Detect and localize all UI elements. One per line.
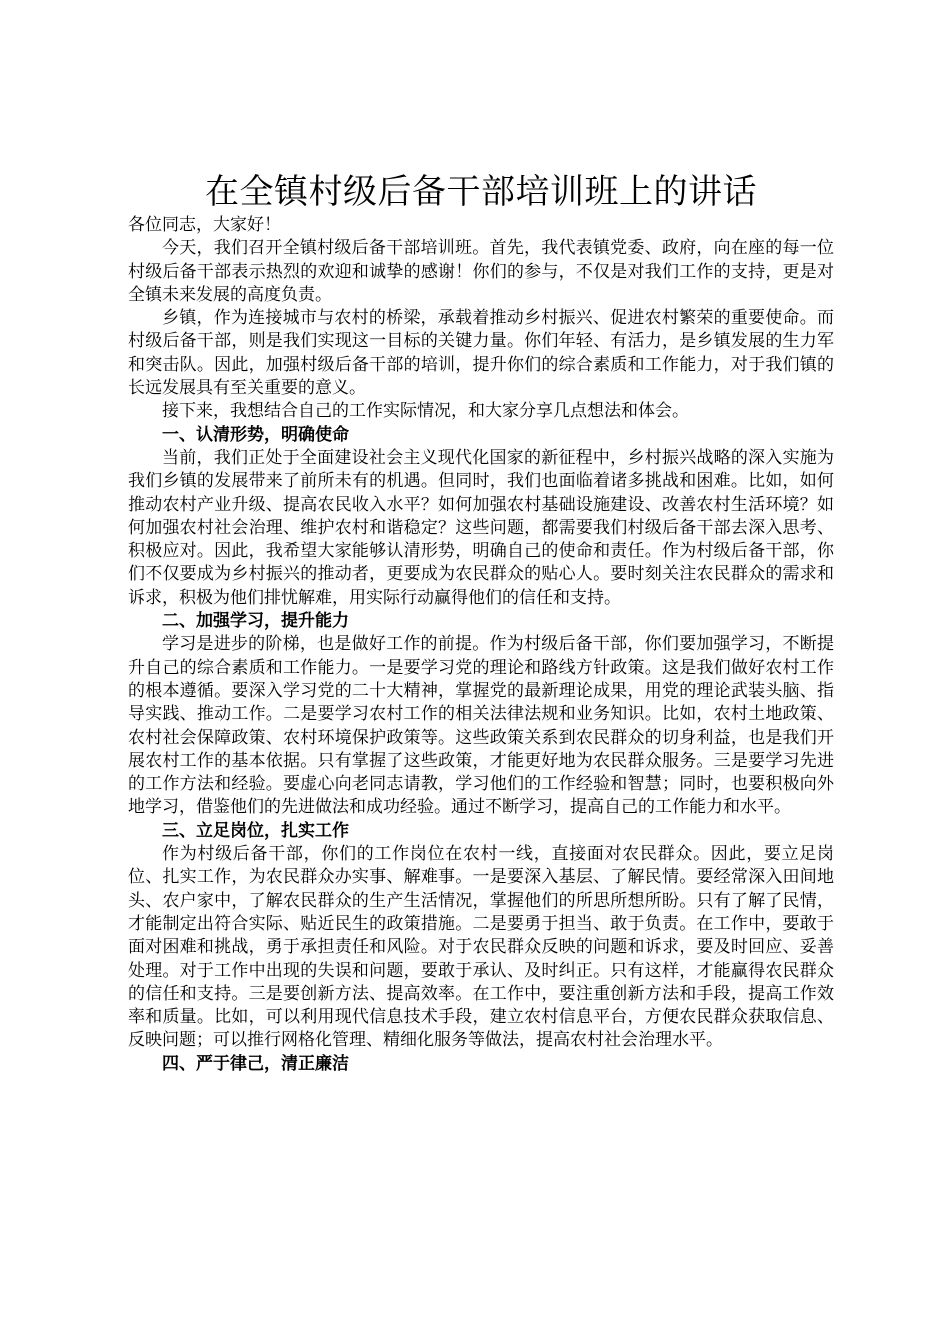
intro-paragraph-3: 接下来，我想结合自己的工作实际情况，和大家分享几点想法和体会。 [162,401,689,422]
salutation: 各位同志，大家好！ [128,215,281,235]
section-heading-2: 二、加强学习，提升能力 [162,611,349,632]
section-body-1: 当前，我们正处于全面建设社会主义现代化国家的新征程中，乡村振兴战略的深入实施为我们乡镇的发展带来了前所未有的机遇。但同时，我们也面临着诸多挑战和困难。比如，如何推动农村产业升级、提高农民收入水平？如何加强农村基础设施建设、改善农村生活环境？如何加强农村社会治理、维护农村和谐稳定？这些问题，都需要我们村级后备干部去深入思考、积极应对。因此，我希望大家能够认清形势，明确自己的使命和责任。作为村级后备干部，你们不仅要成为乡村振兴的推动者，更要成为农民群众的贴心人。要时刻关注农民群众的需求和诉求，积极为他们排忧解难，用实际行动赢得他们的信任和支持。 [128,447,834,608]
section-body-2: 学习是进步的阶梯，也是做好工作的前提。作为村级后备干部，你们要加强学习，不断提升自己的综合素质和工作能力。一是要学习党的理论和路线方针政策。这是我们做好农村工作的根本遵循。要深入学习党的二十大精神，掌握党的最新理论成果，用党的理论武装头脑、指导实践、推动工作。二是要学习农村工作的相关法律法规和业务知识。比如，农村土地政策、农村社会保障政策、农村环境保护政策等。这些政策关系到农民群众的切身利益，也是我们开展农村工作的基本依据。只有掌握了这些政策，才能更好地为农民群众服务。三是要学习先进的工作方法和经验。要虚心向老同志请教，学习他们的工作经验和智慧；同时，也要积极向外地学习，借鉴他们的先进做法和成功经验。通过不断学习，提高自己的工作能力和水平。 [128,634,834,818]
section-heading-1: 一、认清形势，明确使命 [162,424,349,445]
intro-paragraph-1: 今天，我们召开全镇村级后备干部培训班。首先，我代表镇党委、政府，向在座的每一位村级后备干部表示热烈的欢迎和诚挚的感谢！你们的参与，不仅是对我们工作的支持，更是对全镇未来发展的高度负责。 [128,238,834,305]
document-page [128,170,834,1076]
document-title: 在全镇村级后备干部培训班上的讲话 [205,172,757,212]
intro-paragraph-2: 乡镇，作为连接城市与农村的桥梁，承载着推动乡村振兴、促进农村繁荣的重要使命。而村级后备干部，则是我们实现这一目标的关键力量。你们年轻、有活力，是乡镇发展的生力军和突击队。因此，加强村级后备干部的培训，提升你们的综合素质和工作能力，对于我们镇的长远发展具有至关重要的意义。 [128,308,834,399]
section-heading-3: 三、立足岗位，扎实工作 [162,820,349,841]
section-heading-4: 四、严于律己，清正廉洁 [162,1053,349,1074]
section-body-3: 作为村级后备干部，你们的工作岗位在农村一线，直接面对农民群众。因此，要立足岗位、扎实工作，为农民群众办实事、解难事。一是要深入基层、了解民情。要经常深入田间地头、农户家中，了解农民群众的生产生活情况，掌握他们的所思所想所盼。只有了解了民情，才能制定出符合实际、贴近民生的政策措施。二是要勇于担当、敢于负责。在工作中，要敢于面对困难和挑战，勇于承担责任和风险。对于农民群众反映的问题和诉求，要及时回应、妥善处理。对于工作中出现的失误和问题，要敢于承认、及时纠正。只有这样，才能赢得农民群众的信任和支持。三是要创新方法、提高效率。在工作中，要注重创新方法和手段，提高工作效率和质量。比如，可以利用现代信息技术手段，建立农村信息平台，方便农民群众获取信息、反映问题；可以推行网格化管理、精细化服务等做法，提高农村社会治理水平。 [128,844,834,1051]
